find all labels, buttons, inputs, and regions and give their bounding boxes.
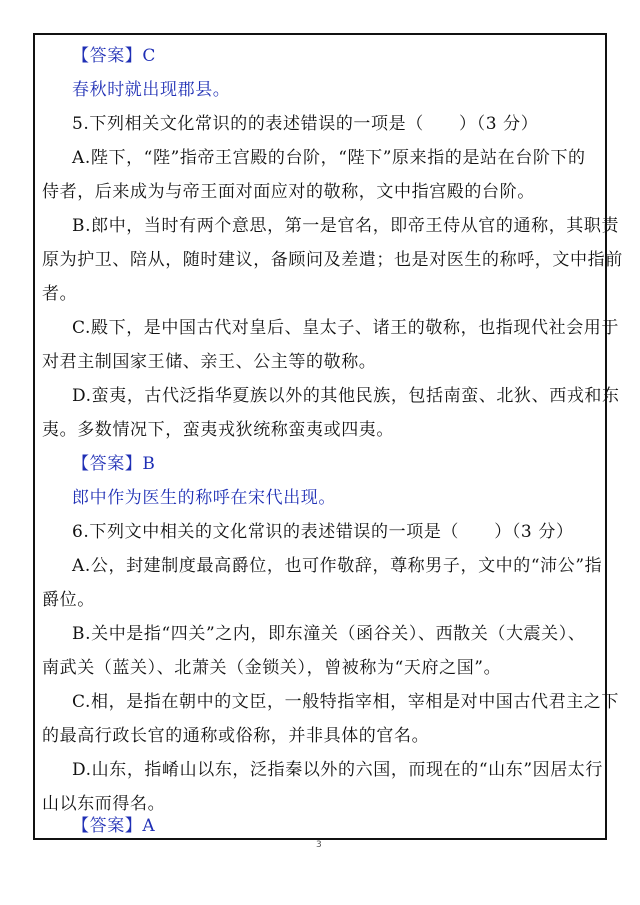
q6-option-c-line2: 的最高行政长官的通称或俗称，并非具体的官名。 (42, 726, 430, 746)
question-5: 5.下列相关文化常识的的表述错误的一项是（ ）（3 分） (72, 114, 539, 134)
q5-option-a-line1: A.陛下，“陛”指帝王宫殿的台阶，“陛下”原来指的是站在台阶下的 (72, 148, 586, 168)
answer-3: 【答案】A (72, 816, 156, 836)
q5-option-d-line1: D.蛮夷，古代泛指华夏族以外的其他民族，包括南蛮、北狄、西戎和东 (72, 386, 620, 406)
q6-option-d-line2: 山以东而得名。 (42, 794, 166, 814)
explanation-2: 郎中作为医生的称呼在宋代出现。 (72, 488, 336, 508)
answer-1: 【答案】C (72, 46, 157, 66)
explanation-1: 春秋时就出现郡县。 (72, 80, 231, 100)
q5-option-c-line1: C.殿下，是中国古代对皇后、皇太子、诸王的敬称，也指现代社会用于 (72, 318, 620, 338)
q5-option-a-line2: 侍者，后来成为与帝王面对面应对的敬称，文中指宫殿的台阶。 (42, 182, 535, 202)
q5-option-b-line3: 者。 (42, 284, 78, 304)
q6-option-b-line2: 南武关（蓝关）、北萧关（金锁关），曾被称为“天府之国”。 (42, 658, 502, 678)
q6-option-c-line1: C.相，是指在朝中的文臣，一般特指宰相，宰相是对中国古代君主之下 (72, 692, 620, 712)
q6-option-d-line1: D.山东，指崤山以东，泛指秦以外的六国，而现在的“山东”因居太行 (72, 760, 604, 780)
question-6: 6.下列文中相关的文化常识的表述错误的一项是（ ）（3 分） (72, 522, 574, 542)
answer-2: 【答案】B (72, 454, 156, 474)
q5-option-c-line2: 对君主制国家王储、亲王、公主等的敬称。 (42, 352, 377, 372)
q5-option-b-line1: B.郎中，当时有两个意思，第一是官名，即帝王侍从官的通称，其职责 (72, 216, 620, 236)
q6-option-b-line1: B.关中是指“四关”之内，即东潼关（函谷关）、西散关（大震关）、 (72, 624, 586, 644)
q5-option-b-line2: 原为护卫、陪从，随时建议，备顾问及差遣；也是对医生的称呼，文中指前 (42, 250, 623, 270)
page-number: 3 (316, 840, 322, 850)
q6-option-a-line2: 爵位。 (42, 590, 95, 610)
q6-option-a-line1: A.公，封建制度最高爵位，也可作敬辞，尊称男子，文中的“沛公”指 (72, 556, 603, 576)
q5-option-d-line2: 夷。多数情况下，蛮夷戎狄统称蛮夷或四夷。 (42, 420, 394, 440)
